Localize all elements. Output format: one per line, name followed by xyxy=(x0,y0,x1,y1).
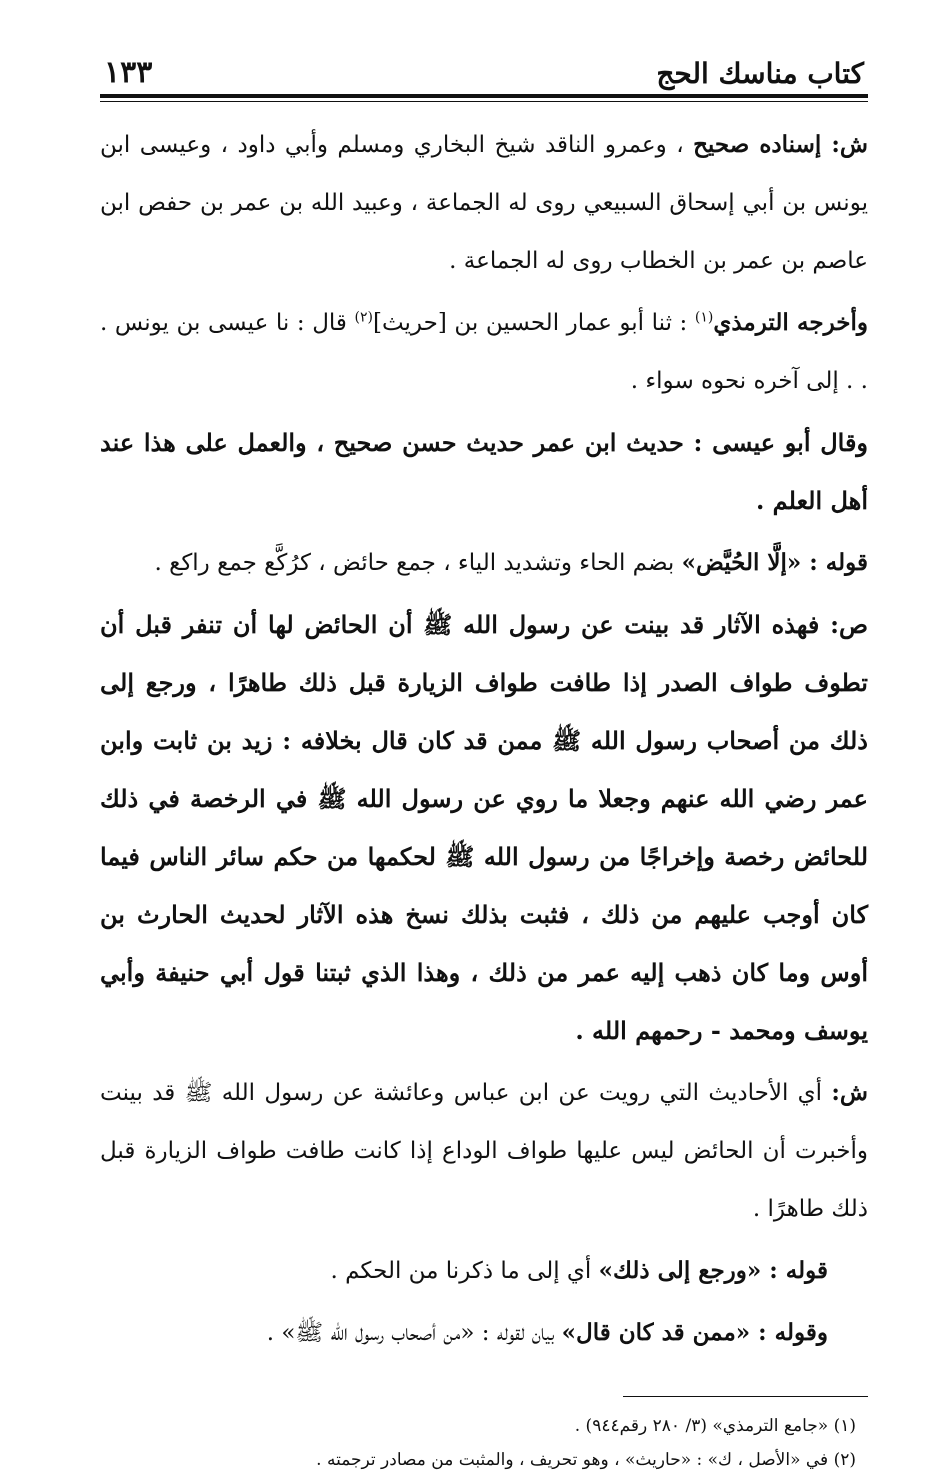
paragraph-lead: قوله : «ورجع إلى ذلك» xyxy=(598,1257,828,1284)
header-rule-thick xyxy=(100,94,868,98)
page-number: ١٣٣ xyxy=(104,55,153,90)
paragraph-commentary xyxy=(100,1064,868,1238)
footnote-separator xyxy=(623,1396,868,1397)
paragraph-lead: وأخرجه الترمذي xyxy=(713,309,868,336)
footnote-2: (٢) في «الأصل ، ك» : «حاريث» ، وهو تحريف ، والمثبت من مصادر ترجمته . xyxy=(316,1450,856,1470)
paragraph-text: بيان لقوله : «من أصحاب رسول الله ﷺ» . xyxy=(266,1320,562,1346)
paragraph-mimman xyxy=(100,1304,868,1362)
paragraph-text: بضم الحاء وتشديد الياء ، جمع حائض ، كرُكَّع جمع راكع . xyxy=(154,550,682,576)
paragraph-tirmidhi xyxy=(100,294,868,410)
page-body xyxy=(100,116,868,1362)
header-rule-thin xyxy=(100,101,868,102)
paragraph-lead: قوله : «إلَّا الحُيَّض» xyxy=(681,549,868,576)
book-page xyxy=(100,40,868,1477)
paragraph-text: قال : نا عيسى بن يونس . . . إلى آخره نحوه سواء . xyxy=(100,310,868,394)
paragraph-text: أي إلى ما ذكرنا من الحكم . xyxy=(330,1258,599,1284)
paragraph-abu-isa: وقال أبو عيسى : حديث ابن عمر حديث حسن صحيح ، والعمل على هذا عند أهل العلم . xyxy=(100,428,868,515)
paragraph-lead: ش: xyxy=(831,1079,868,1106)
paragraph-commentary-isnad xyxy=(100,116,868,290)
footnotes xyxy=(100,1409,868,1477)
footnote-ref-1[interactable]: (١) xyxy=(694,309,714,326)
paragraph-huyyad xyxy=(100,534,868,592)
running-head: كتاب مناسك الحج xyxy=(656,57,864,90)
footnote-1: (١) «جامع الترمذي» (٣/ ٢٨٠ رقم٩٤٤) . xyxy=(574,1416,856,1436)
paragraph-text: أي الأحاديث التي رويت عن ابن عباس وعائشة عن رسول الله ﷺ قد بينت وأخبرت أن الحائض ليس عليها طواف الوداع إذا كانت طافت طواف الزيارة قبل ذلك طاهرًا . xyxy=(100,1080,868,1222)
paragraph-raja xyxy=(100,1242,868,1300)
paragraph-lead: ش: إسناده صحيح xyxy=(693,131,868,158)
paragraph-lead: وقوله : «ممن قد كان قال» xyxy=(561,1319,828,1346)
paragraph-text: : ثنا أبو عمار الحسين بن [حريث] xyxy=(372,310,695,336)
footnote-ref-2[interactable]: (٢) xyxy=(354,309,373,326)
page-header xyxy=(100,40,868,90)
paragraph-text: ، وعمرو الناقد شيخ البخاري ومسلم وأبي داود ، وعيسى ابن يونس بن أبي إسحاق السبيعي روى له الجماعة ، وعبيد الله بن عمر بن حفص ابن عاصم بن عمر بن الخطاب روى له الجماعة . xyxy=(100,132,868,274)
paragraph-matn: ص: فهذه الآثار قد بينت عن رسول الله ﷺ أن الحائض لها أن تنفر قبل أن تطوف طواف الصدر إذا طافت طواف الزيارة قبل ذلك طاهرًا ، ورجع إلى ذلك من أصحاب رسول الله ﷺ ممن قد كان قال بخلافه : زيد بن ثابت وابن عمر رضي الله عنهم وجعلا ما روي عن رسول الله ﷺ في الرخصة في ذلك للحائض رخصة وإخراجًا من رسول الله ﷺ لحكمها من حكم سائر الناس فيما كان أوجب عليهم من ذلك ، فثبت بذلك نسخ هذه الآثار لحديث الحارث بن أوس وما كان ذهب إليه عمر من ذلك ، وهذا الذي ثبتنا قول أبي حنيفة وأبي يوسف ومحمد - رحمهم الله . xyxy=(100,610,868,1045)
